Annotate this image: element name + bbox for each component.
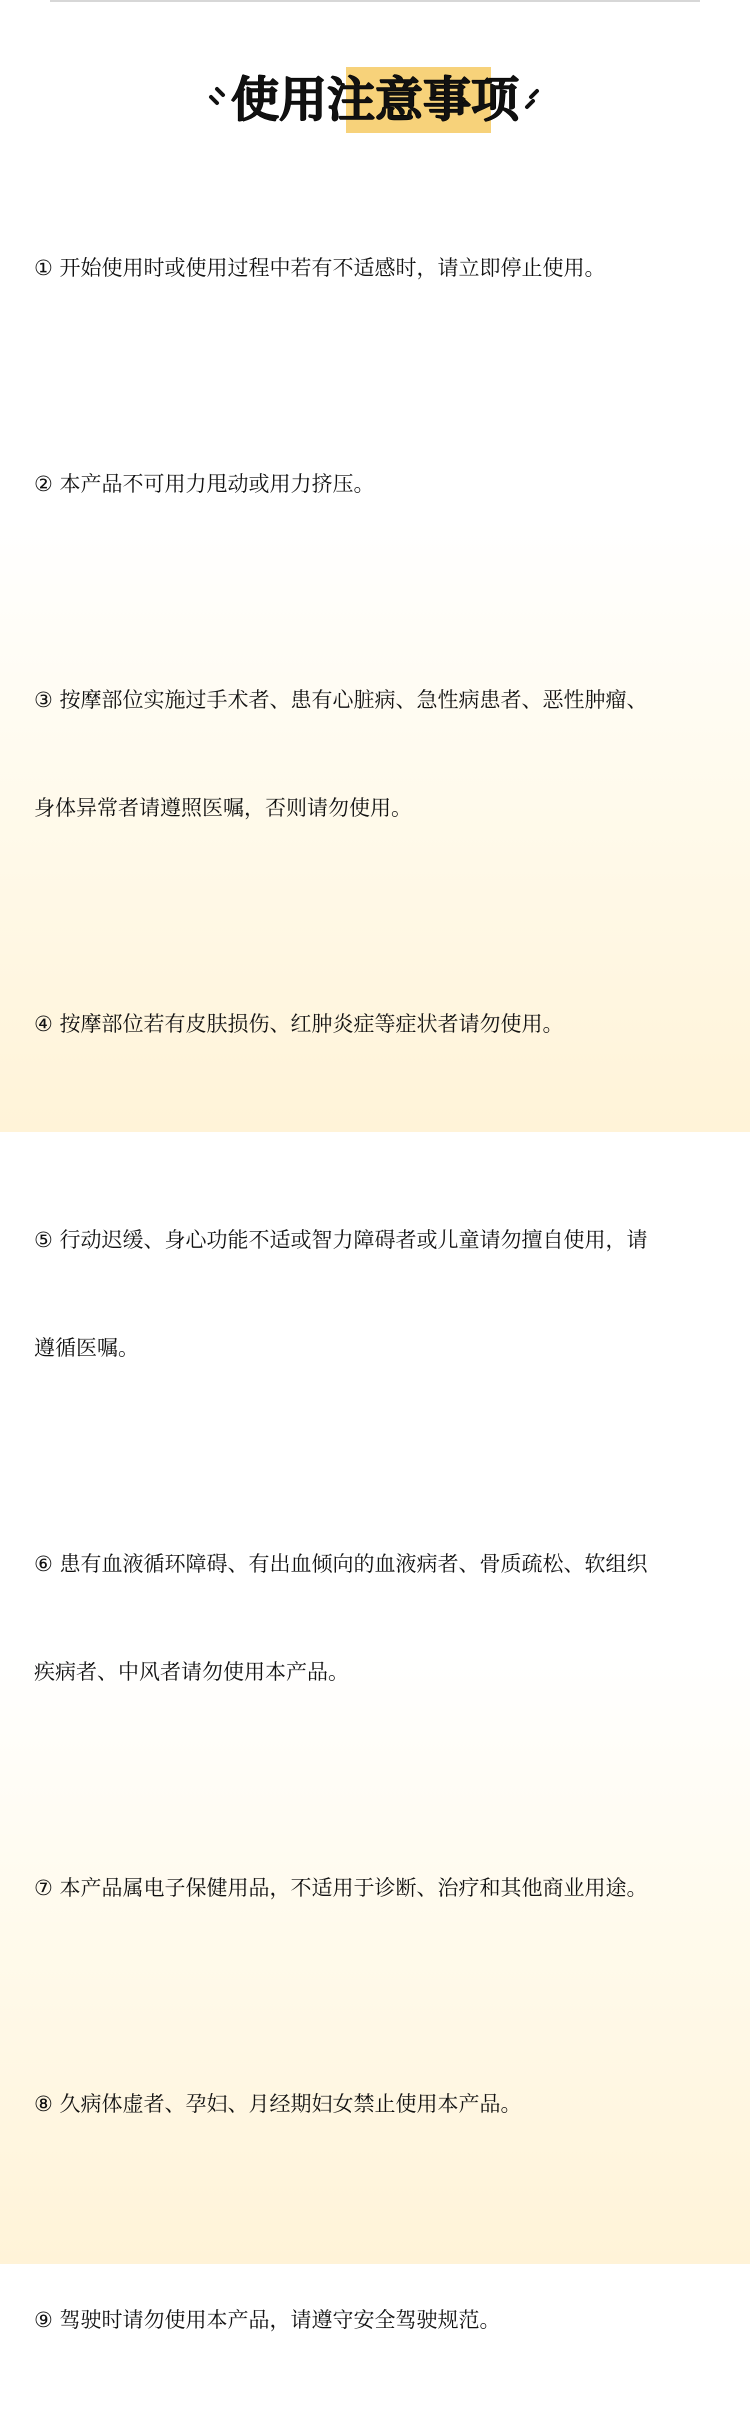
- notice-line: 身体异常者请遵照医嘱，否则请勿使用。: [34, 796, 412, 820]
- notice-line: ③ 按摩部位实施过手术者、患有心脏病、急性病患者、恶性肿瘤、: [34, 688, 648, 712]
- notice-line: 疾病者、中风者请勿使用本产品。: [34, 1660, 349, 1684]
- left-accent-icon: [203, 83, 231, 117]
- notice-line: ⑤ 行动迟缓、身心功能不适或智力障碍者或儿童请勿擅自使用，请: [34, 1228, 648, 1252]
- notice-item-1: [34, 178, 724, 358]
- notice-item-8: [34, 2014, 724, 2194]
- notice-list: [34, 178, 724, 2410]
- notice-line: ⑥ 患有血液循环障碍、有出血倾向的血液病者、骨质疏松、软组织: [34, 1552, 648, 1576]
- notice-line: ⑨ 驾驶时请勿使用本产品，请遵守安全驾驶规范。: [34, 2308, 501, 2332]
- notice-item-6: [34, 1474, 724, 1762]
- right-accent-icon: [519, 83, 547, 117]
- notice-line: ⑦ 本产品属电子保健用品，不适用于诊断、治疗和其他商业用途。: [34, 1876, 648, 1900]
- notice-line: ⑧ 久病体虚者、孕妇、月经期妇女禁止使用本产品。: [34, 2092, 522, 2116]
- top-divider: [50, 0, 700, 2]
- notice-line: ① 开始使用时或使用过程中若有不适感时，请立即停止使用。: [34, 256, 606, 280]
- notice-line: 遵循医嘱。: [34, 1336, 139, 1360]
- notice-line: ④ 按摩部位若有皮肤损伤、红肿炎症等症状者请勿使用。: [34, 1012, 564, 1036]
- title-section: [0, 65, 750, 135]
- notice-line: ② 本产品不可用力甩动或用力挤压。: [34, 472, 375, 496]
- notice-item-2: [34, 394, 724, 574]
- notice-item-7: [34, 1798, 724, 1978]
- title-container: [203, 65, 547, 135]
- notice-item-5: [34, 1150, 724, 1438]
- notice-item-3: [34, 610, 724, 898]
- notice-item-9: [34, 2230, 724, 2410]
- page-title: 使用注意事项: [230, 72, 519, 128]
- notice-item-4: [34, 934, 724, 1114]
